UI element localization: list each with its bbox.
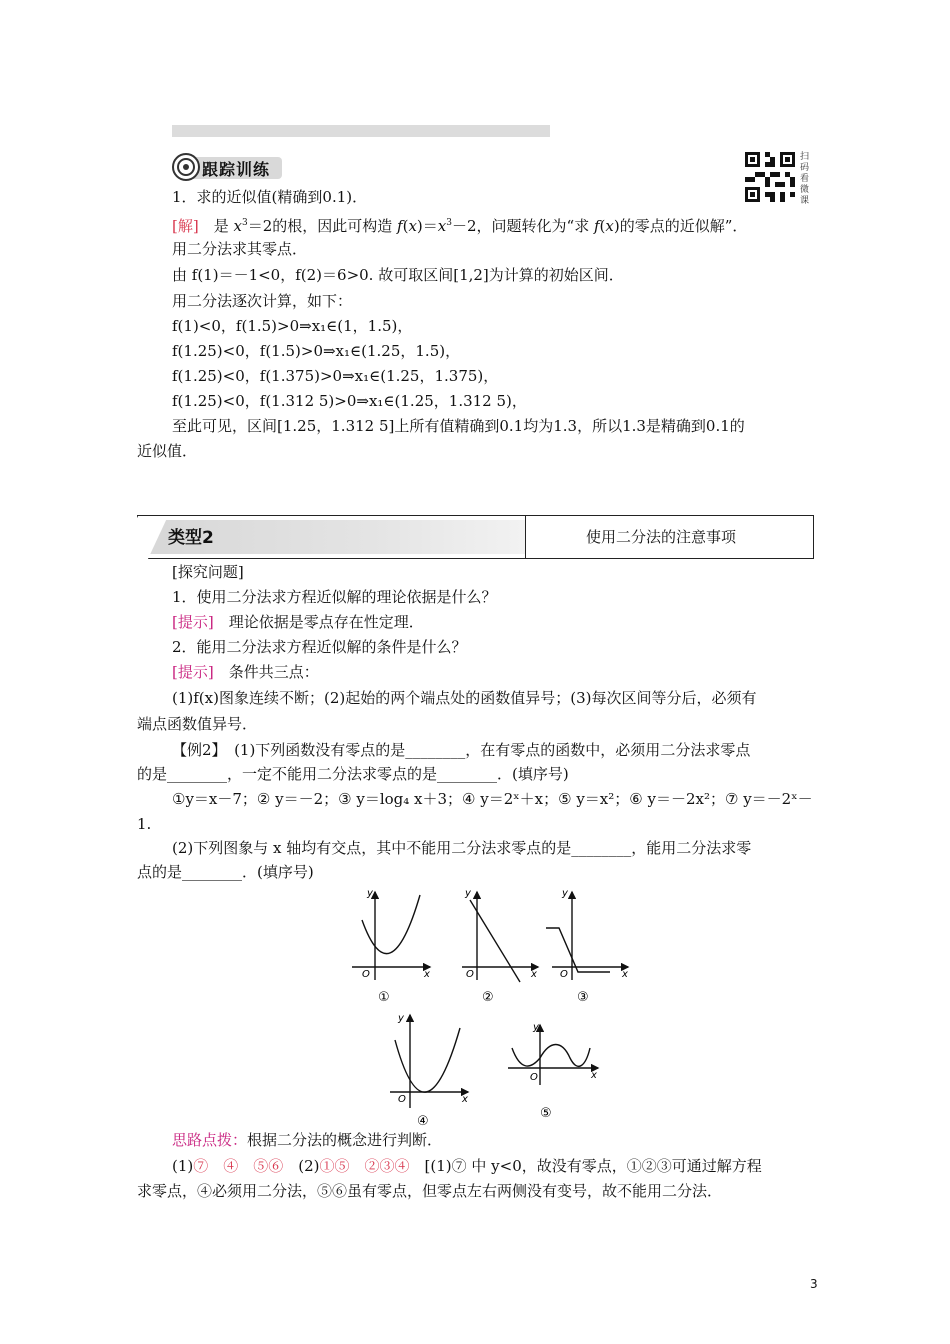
example2-functions: ①y＝x－7；② y＝－2；③ y＝log₄ x＋3；④ y＝2ˣ＋x；⑤ y＝x²；⑥ y＝－2x²；⑦ y＝－2ˣ－ [172, 790, 813, 808]
type2-label: 类型2 [168, 528, 214, 548]
top-decor-bar [172, 125, 550, 137]
svg-text:O: O [466, 969, 474, 980]
svg-text:x: x [622, 969, 628, 980]
answer-line2: 求零点，④必须用二分法，⑤⑥虽有零点，但零点左右两侧没有变号，故不能用二分法． [137, 1182, 723, 1200]
page-number: 3 [810, 1277, 818, 1291]
example2-functions-end: 1. [137, 815, 152, 833]
conclusion-line2: 近似值． [137, 442, 198, 460]
bisection-step-2: f(1.25)<0，f(1.5)>0⇒x₁∈(1.25，1.5)， [172, 342, 461, 360]
answer-line1: (1)⑦ ④ ⑤⑥ (2)①⑤ ②③④ [(1)⑦ 中 y<0，故没有零点，①②③可通过解方程 [172, 1157, 762, 1175]
bisection-step-4: f(1.25)<0，f(1.312 5)>0⇒x₁∈(1.25，1.312 5)， [172, 392, 527, 410]
graph-5 [508, 1022, 598, 1121]
svg-text:O: O [560, 969, 568, 980]
svg-text:y: y [398, 1013, 404, 1024]
type2-section-header [137, 515, 814, 559]
hint-tag: [提示] [172, 613, 214, 631]
solution-tag: [解] [172, 217, 199, 235]
example2-part2-line2: 点的是________．(填序号) [137, 863, 314, 881]
example2-line2: 的是________，一定不能用二分法求零点的是________．(填序号) [137, 765, 569, 783]
graph-4 [390, 1013, 468, 1129]
example2-tag: 【例2】 [172, 741, 220, 759]
conclusion-line1: 至此可见，区间[1.25，1.312 5]上所有值精确到0.1均为1.3，所以1.3是精确到0.1的 [172, 417, 745, 435]
exercise-solution-line2: 用二分法求其零点． [172, 240, 308, 258]
exercise-solution-line3: 由 f(1)＝－1<0，f(2)＝6>0. 故可取区间[1,2]为计算的初始区间． [172, 266, 624, 284]
explore-answer-1: [提示] 理论依据是零点存在性定理． [172, 613, 424, 631]
svg-text:y: y [367, 888, 373, 899]
example2-part2-line1: (2)下列图象与 x 轴均有交点，其中不能用二分法求零点的是________，能用二分法求零 [172, 839, 752, 857]
answer-part2: ①⑤ ②③④ [319, 1157, 410, 1175]
exercise-solution-line1: [解] 是 $x^3=2$的根，因此可构造 $f(x)=x^3-2$，问题转化为“求 f(x)的零点的近似解”． [172, 217, 748, 235]
graph-5-label: ⑤ [540, 1106, 552, 1121]
exercise-solution-line4: 用二分法逐次计算，如下： [172, 292, 353, 310]
conditions-line1: (1)f(x)图象连续不断；(2)起始的两个端点处的函数值异号；(3)每次区间等分后，必须有 [172, 689, 757, 707]
qr-code-icon[interactable] [745, 152, 795, 202]
svg-text:x: x [424, 969, 430, 980]
graph-4-label: ④ [417, 1114, 429, 1129]
graph-3-label: ③ [577, 990, 589, 1005]
svg-text:y: y [465, 888, 471, 899]
graph-2 [462, 888, 538, 1005]
explore-question-1: 1．使用二分法求方程近似解的理论依据是什么？ [172, 588, 497, 606]
svg-text:x: x [591, 1070, 597, 1081]
svg-text:y: y [562, 888, 568, 899]
svg-text:O: O [530, 1072, 538, 1083]
type2-divider [525, 516, 526, 558]
explore-question-2: 2．能用二分法求方程近似解的条件是什么？ [172, 638, 467, 656]
example2-line1: 【例2】 (1)下列函数没有零点的是________，在有零点的函数中，必须用二分法求零点 [172, 741, 751, 759]
graph-1 [352, 888, 430, 1005]
exercise-question: 1．求的近似值(精确到0.1)． [172, 188, 368, 206]
track-training-header [172, 153, 284, 181]
svg-text:x: x [531, 969, 537, 980]
graphs-figure [340, 880, 640, 1130]
explore-answer-2: [提示] 条件共三点： [172, 663, 319, 681]
bisection-step-1: f(1)<0，f(1.5)>0⇒x₁∈(1，1.5)， [172, 317, 413, 335]
type2-title: 使用二分法的注意事项 [586, 528, 737, 546]
hint-label: 思路点拨： [172, 1131, 248, 1149]
qr-code-label: 扫码看微课 [800, 152, 810, 206]
svg-text:O: O [362, 969, 370, 980]
hint-tag: [提示] [172, 663, 214, 681]
graph-1-label: ① [378, 990, 390, 1005]
hint-line: 思路点拨：根据二分法的概念进行判断． [172, 1131, 443, 1149]
svg-text:y: y [533, 1022, 539, 1033]
graph-2-label: ② [482, 990, 494, 1005]
svg-text:x: x [462, 1094, 468, 1105]
bisection-step-3: f(1.25)<0，f(1.375)>0⇒x₁∈(1.25，1.375)， [172, 367, 499, 385]
svg-text:O: O [398, 1094, 406, 1105]
conditions-line2: 端点函数值异号． [137, 715, 258, 733]
track-training-title: 跟踪训练 [202, 160, 271, 179]
graph-3 [546, 888, 628, 1005]
explore-heading: [探究问题] [172, 563, 244, 581]
answer-part1: ⑦ ④ ⑤⑥ [193, 1157, 284, 1175]
